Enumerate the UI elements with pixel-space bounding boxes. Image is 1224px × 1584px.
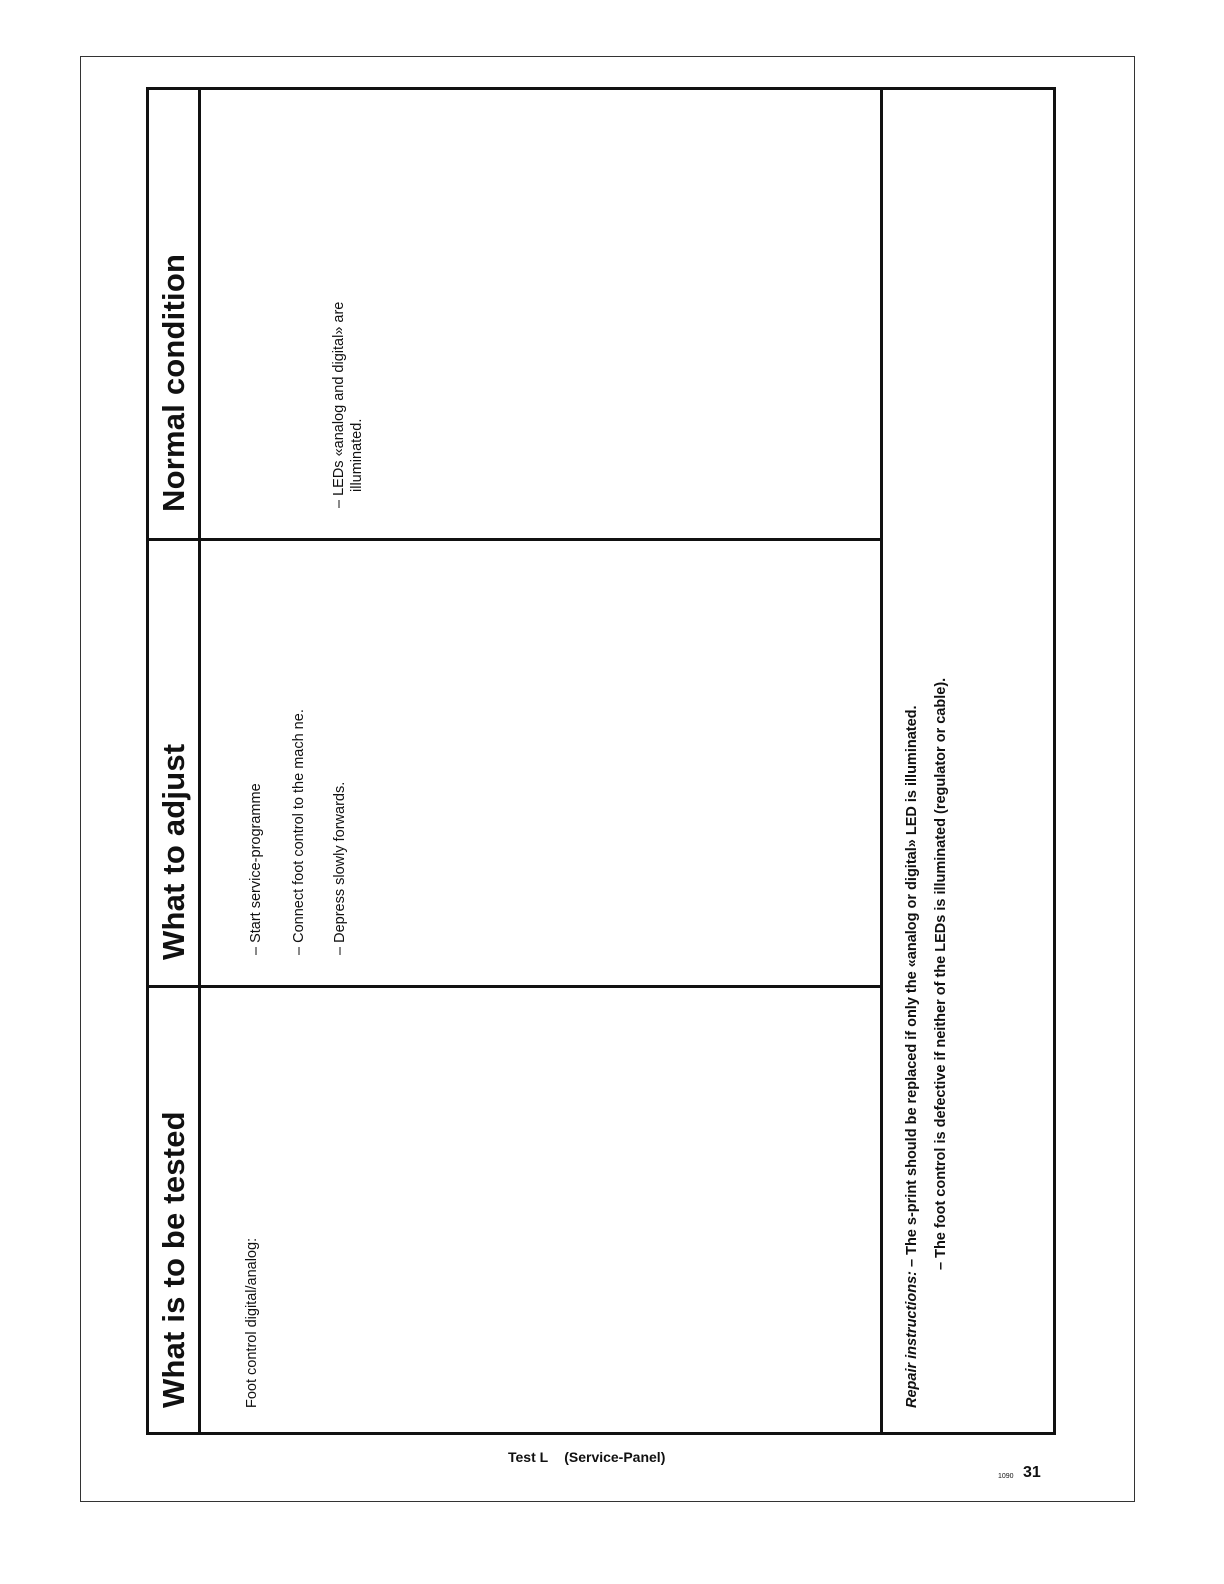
panel-label: (Service-Panel) <box>564 1449 666 1465</box>
adjust-step-3: – Depress slowly forwards. <box>332 781 348 955</box>
repair-instruction-1: – The s-print should be replaced if only the «analog or digital» LED is illuminated. <box>904 705 920 1272</box>
column-divider-1 <box>149 538 880 541</box>
header-normal-condition: Normal condition <box>156 253 191 512</box>
header-what-is-tested: What is to be tested <box>156 1111 191 1408</box>
adjust-step-2: – Connect foot control to the mach ne. <box>291 709 307 955</box>
repair-instruction-2: – The foot control is defective if neither of the LEDs is illuminated (regulator or cable). <box>933 677 949 1270</box>
header-what-to-adjust: What to adjust <box>156 743 191 960</box>
repair-divider <box>880 88 883 1434</box>
page-number: 31 <box>1023 1464 1041 1481</box>
normal-condition-line-1: – LEDs «analog and digital» are <box>331 301 347 508</box>
test-caption <box>508 1449 665 1465</box>
tested-item: Foot control digital/analog: <box>244 1237 260 1408</box>
repair-instructions-line-1 <box>902 705 923 1408</box>
page-code: 1090 <box>998 1473 1014 1480</box>
test-label: Test L <box>508 1449 549 1465</box>
column-divider-2 <box>149 985 880 988</box>
adjust-step-1: – Start service-programme <box>248 783 264 955</box>
normal-condition-line-2: illuminated. <box>349 418 365 492</box>
header-divider <box>198 88 201 1434</box>
repair-instructions-label: Repair instructions: <box>904 1271 920 1408</box>
